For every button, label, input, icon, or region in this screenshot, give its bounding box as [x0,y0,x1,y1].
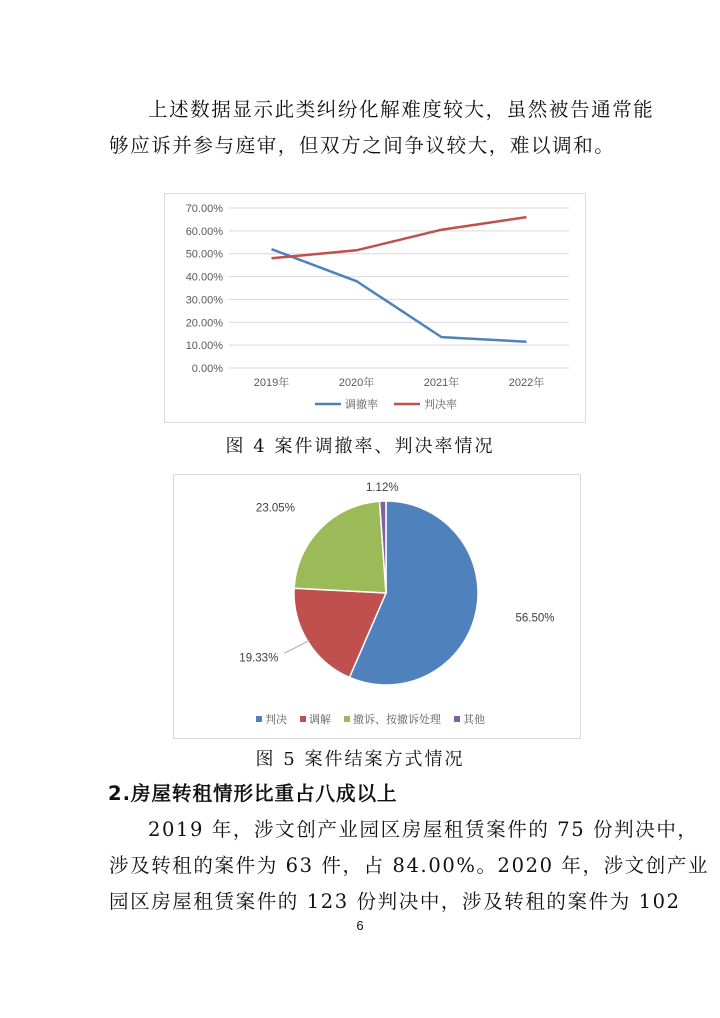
data-label: 56.50% [515,612,555,625]
series-line [272,217,527,258]
page-number: 6 [356,918,364,933]
x-tick-label: 2019年 [253,377,290,389]
leader-line [284,640,309,653]
data-label: 1.12% [365,482,399,495]
figure-4-caption: 图 4 案件调撤率、判决率情况 [225,436,495,457]
legend-label: 撤诉、按撤诉处理 [353,714,441,726]
section-heading: 2.房屋转租情形比重占八成以上 [108,782,398,805]
x-tick-label: 2021年 [423,377,460,389]
pie-slice [294,501,386,593]
y-tick-label: 70.00% [185,203,223,215]
line-chart-figure-4 [164,193,586,423]
legend-label: 调解 [309,714,331,726]
legend-label: 其他 [463,714,485,726]
y-tick-label: 0.00% [191,363,223,375]
legend-swatch [454,716,460,722]
y-tick-label: 50.00% [185,248,223,261]
pie-chart [174,475,580,738]
y-tick-label: 30.00% [185,294,223,307]
series-line [272,249,527,342]
paragraph-line: 涉及转租的案件为 63 件，占 84.00%。2020 年，涉文创产业 [109,854,710,877]
pie-chart-figure-5 [173,474,581,739]
paragraph-line: 够应诉并参与庭审，但双方之间争议较大，难以调和。 [109,134,616,157]
data-label: 19.33% [239,652,279,665]
y-tick-label: 60.00% [185,225,223,238]
paragraph-1 [109,92,655,164]
data-label: 23.05% [255,502,295,515]
y-tick-label: 10.00% [185,340,223,353]
legend-swatch [344,716,350,722]
figure-5-caption: 图 5 案件结案方式情况 [255,749,465,770]
legend-label: 判决 [265,714,287,726]
paragraph-line: 园区房屋租赁案件的 123 份判决中，涉及转租的案件为 102 [109,890,681,913]
legend-label: 调撤率 [345,399,378,411]
legend-label: 判决率 [424,399,457,411]
y-tick-label: 20.00% [185,317,223,330]
legend-swatch [300,716,306,722]
legend-swatch [256,716,262,722]
x-tick-label: 2020年 [338,377,375,389]
paragraph-line: 2019 年，涉文创产业园区房屋租赁案件的 75 份判决中， [148,818,699,841]
paragraph-line: 上述数据显示此类纠纷化解难度较大，虽然被告通常能 [148,98,655,121]
line-chart [165,194,585,422]
y-tick-label: 40.00% [185,271,223,284]
x-tick-label: 2022年 [508,377,545,389]
paragraph-2 [109,812,710,920]
